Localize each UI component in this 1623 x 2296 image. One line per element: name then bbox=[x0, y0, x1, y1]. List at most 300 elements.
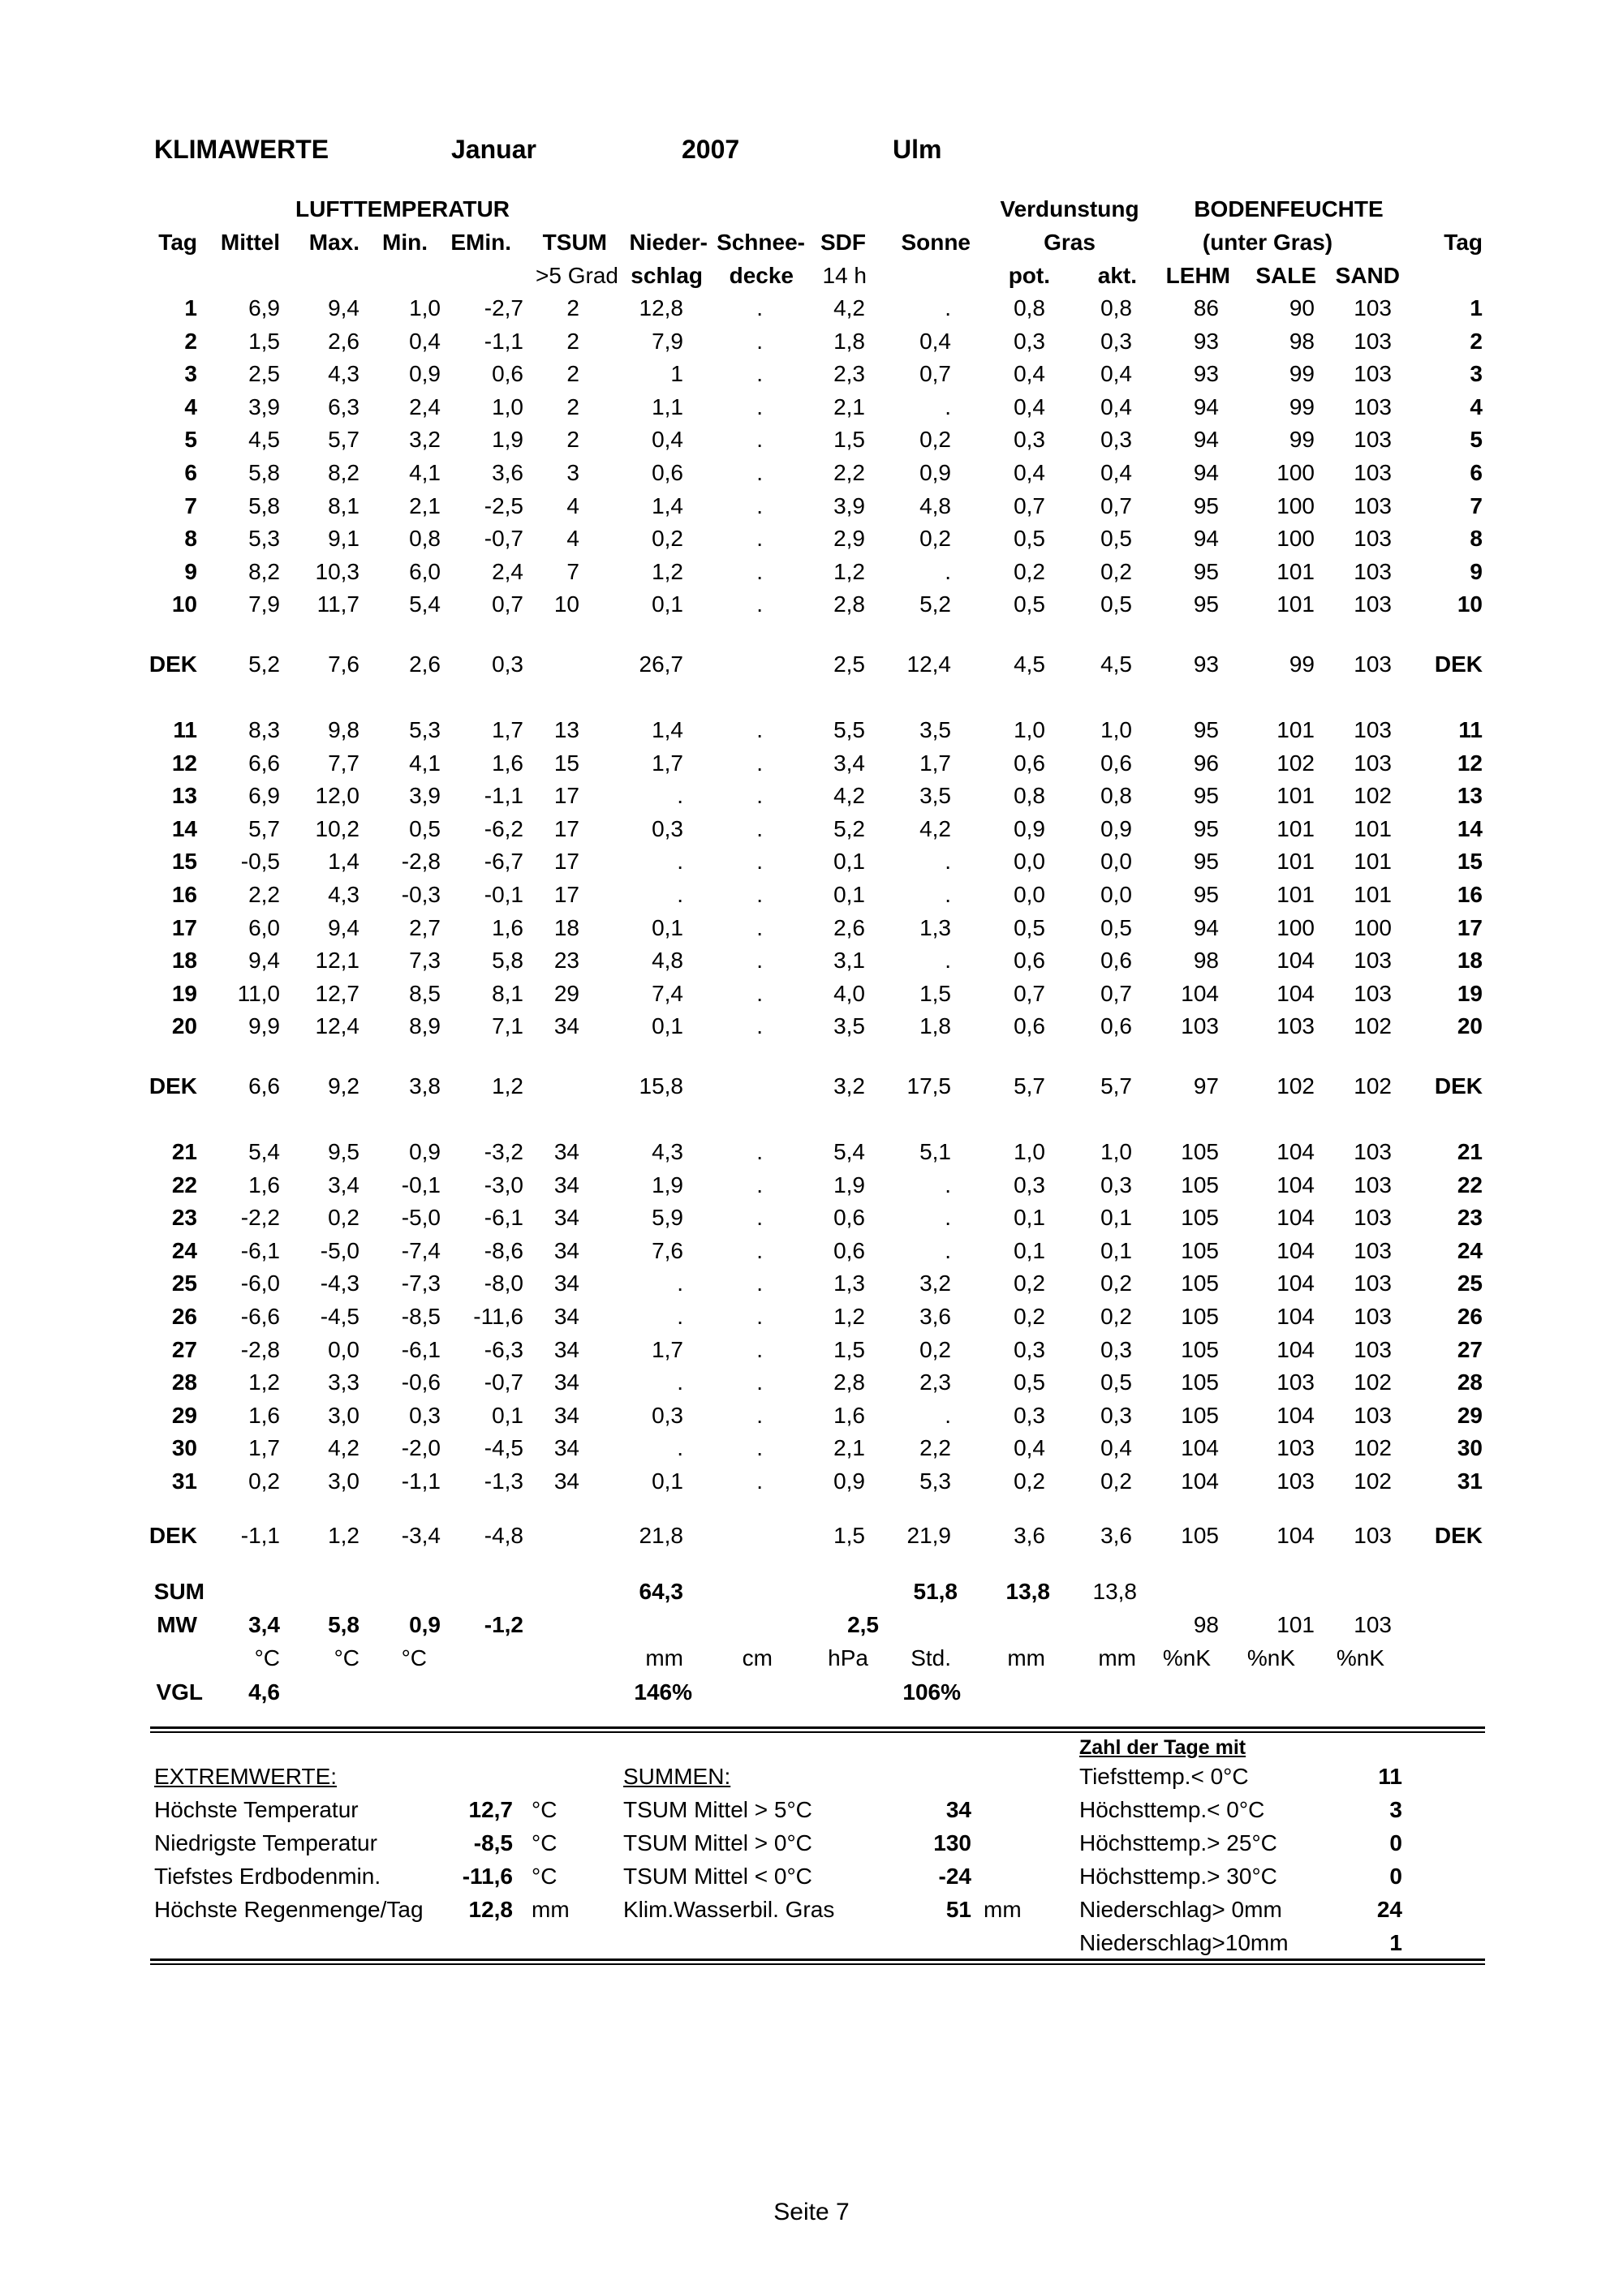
table-cell: 101 bbox=[1276, 849, 1315, 875]
table-cell: -0,3 bbox=[401, 882, 441, 907]
table-cell: 2 bbox=[566, 427, 579, 453]
table-cell: 3,9 bbox=[248, 393, 280, 419]
table-cell: 99 bbox=[1289, 361, 1315, 387]
col-subheader-sand: SAND bbox=[1335, 263, 1400, 288]
table-cell: 34 bbox=[553, 1205, 579, 1231]
decade-cell: 9,2 bbox=[328, 1073, 359, 1099]
table-cell: 103 bbox=[1354, 526, 1392, 552]
decade-cell: DEK bbox=[1434, 651, 1483, 677]
table-cell: 103 bbox=[1354, 717, 1392, 742]
unit-sonne: Std. bbox=[911, 1645, 951, 1670]
days-count-label: Höchsttemp.> 25°C bbox=[1079, 1830, 1277, 1855]
table-cell: -6,1 bbox=[240, 1237, 280, 1263]
unit-pot: mm bbox=[1007, 1645, 1045, 1670]
unit-nieder: mm bbox=[645, 1645, 683, 1670]
table-cell: 104 bbox=[1276, 1336, 1315, 1362]
sum-value: -24 bbox=[938, 1864, 971, 1889]
table-cell: . bbox=[756, 1139, 763, 1164]
table-cell: 4,2 bbox=[833, 295, 865, 320]
decade-cell: DEK bbox=[1434, 1073, 1483, 1099]
table-cell: 4,2 bbox=[919, 815, 951, 841]
decade-cell: 93 bbox=[1193, 651, 1219, 677]
table-cell: 1,5 bbox=[248, 328, 280, 354]
table-cell: 1,4 bbox=[652, 492, 683, 518]
table-cell: 5,2 bbox=[919, 591, 951, 617]
col-subheader-pot: pot. bbox=[1008, 263, 1050, 288]
col-header-sonne: Sonne bbox=[901, 230, 971, 255]
table-cell: 14 bbox=[1457, 815, 1483, 841]
table-cell: 103 bbox=[1354, 1172, 1392, 1197]
table-cell: 103 bbox=[1181, 1013, 1219, 1039]
table-cell: 0,5 bbox=[1014, 1369, 1045, 1395]
table-cell: 17 bbox=[553, 882, 579, 907]
table-cell: 103 bbox=[1354, 591, 1392, 617]
table-cell: -2,8 bbox=[240, 1336, 280, 1362]
table-cell: 3,2 bbox=[409, 427, 441, 453]
unit-mittel: °C bbox=[254, 1645, 280, 1670]
table-cell: -1,1 bbox=[401, 1468, 441, 1494]
table-cell: -7,3 bbox=[401, 1271, 441, 1296]
table-cell: 9,4 bbox=[328, 295, 359, 320]
table-cell: 0,5 bbox=[1014, 526, 1045, 552]
decade-cell: 104 bbox=[1276, 1523, 1315, 1548]
table-cell: 95 bbox=[1193, 558, 1219, 584]
table-cell: 29 bbox=[171, 1402, 197, 1428]
table-cell: 9,9 bbox=[248, 1013, 280, 1039]
table-cell: 7 bbox=[566, 558, 579, 584]
table-cell: 1,6 bbox=[492, 914, 523, 940]
col-header-emin: EMin. bbox=[450, 230, 511, 255]
sum-sonne: 51,8 bbox=[913, 1579, 958, 1604]
decade-cell: DEK bbox=[149, 1073, 197, 1099]
table-cell: 8 bbox=[1470, 526, 1483, 552]
table-cell: 0,2 bbox=[328, 1205, 359, 1231]
unit-lehm: %nK bbox=[1162, 1645, 1211, 1670]
table-cell: 1,2 bbox=[833, 558, 865, 584]
table-cell: 34 bbox=[553, 1271, 579, 1296]
table-cell: . bbox=[756, 492, 763, 518]
table-cell: 105 bbox=[1181, 1237, 1219, 1263]
table-cell: 1,5 bbox=[833, 427, 865, 453]
table-cell: 5,3 bbox=[919, 1468, 951, 1494]
table-cell: 7,3 bbox=[409, 948, 441, 974]
table-cell: 10 bbox=[171, 591, 197, 617]
table-cell: 0,2 bbox=[1100, 1468, 1132, 1494]
table-cell: 0,9 bbox=[919, 460, 951, 485]
table-cell: 1,7 bbox=[919, 750, 951, 776]
table-cell: 15 bbox=[171, 849, 197, 875]
decade-cell: 103 bbox=[1354, 651, 1392, 677]
table-cell: 4,0 bbox=[833, 980, 865, 1006]
col-header-tsum: TSUM bbox=[542, 230, 607, 255]
col-subheader-nieder: schlag bbox=[631, 263, 703, 288]
table-cell: . bbox=[756, 393, 763, 419]
table-cell: 28 bbox=[171, 1369, 197, 1395]
table-cell: . bbox=[756, 558, 763, 584]
table-cell: 2,6 bbox=[328, 328, 359, 354]
table-cell: 34 bbox=[553, 1237, 579, 1263]
table-cell: -2,5 bbox=[484, 492, 523, 518]
decade-cell: 1,5 bbox=[833, 1523, 865, 1548]
table-cell: 105 bbox=[1181, 1271, 1219, 1296]
table-cell: 3,3 bbox=[328, 1369, 359, 1395]
table-cell: 95 bbox=[1193, 591, 1219, 617]
table-cell: 6,0 bbox=[248, 914, 280, 940]
days-count-value: 11 bbox=[1378, 1764, 1402, 1789]
table-cell: 5,2 bbox=[833, 815, 865, 841]
table-cell: 23 bbox=[553, 948, 579, 974]
table-cell: 100 bbox=[1354, 914, 1392, 940]
table-cell: 0,1 bbox=[1014, 1205, 1045, 1231]
table-cell: 104 bbox=[1181, 1435, 1219, 1461]
table-cell: 0,2 bbox=[919, 1336, 951, 1362]
table-cell: -6,1 bbox=[484, 1205, 523, 1231]
table-cell: 104 bbox=[1276, 1172, 1315, 1197]
extreme-value: -11,6 bbox=[462, 1864, 513, 1889]
table-cell: 3,4 bbox=[328, 1172, 359, 1197]
table-cell: 94 bbox=[1193, 393, 1219, 419]
table-cell: 4 bbox=[184, 393, 197, 419]
sum-value: 34 bbox=[945, 1797, 971, 1822]
table-cell: 0,8 bbox=[1014, 783, 1045, 809]
table-cell: 2,1 bbox=[409, 492, 441, 518]
table-cell: 0,3 bbox=[1100, 427, 1132, 453]
table-cell: 104 bbox=[1276, 1271, 1315, 1296]
table-cell: 27 bbox=[171, 1336, 197, 1362]
table-cell: 5,8 bbox=[492, 948, 523, 974]
table-cell: 1,6 bbox=[833, 1402, 865, 1428]
table-cell: 0,0 bbox=[1014, 882, 1045, 907]
table-cell: 102 bbox=[1354, 1013, 1392, 1039]
table-cell: 1,9 bbox=[652, 1172, 683, 1197]
table-cell: 5,3 bbox=[409, 717, 441, 742]
table-cell: 1,6 bbox=[248, 1172, 280, 1197]
decade-cell: 6,6 bbox=[248, 1073, 280, 1099]
table-cell: 3,5 bbox=[833, 1013, 865, 1039]
table-cell: . bbox=[945, 393, 951, 419]
table-cell: 3,5 bbox=[919, 783, 951, 809]
table-cell: 17 bbox=[171, 914, 197, 940]
table-cell: 34 bbox=[553, 1139, 579, 1164]
table-cell: 0,1 bbox=[652, 1468, 683, 1494]
col-header-min: Min. bbox=[382, 230, 428, 255]
table-cell: 0,9 bbox=[1100, 815, 1132, 841]
table-cell: -2,2 bbox=[240, 1205, 280, 1231]
table-cell: . bbox=[945, 882, 951, 907]
table-cell: 0,4 bbox=[1014, 393, 1045, 419]
table-cell: -8,6 bbox=[484, 1237, 523, 1263]
table-cell: 0,2 bbox=[1014, 558, 1045, 584]
table-cell: 31 bbox=[1457, 1468, 1483, 1494]
table-cell: . bbox=[756, 717, 763, 742]
table-cell: 2 bbox=[566, 328, 579, 354]
table-cell: 23 bbox=[1457, 1205, 1483, 1231]
col-subheader-tsum: >5 Grad bbox=[536, 263, 618, 288]
vgl-sonne: 106% bbox=[902, 1679, 961, 1705]
table-cell: 16 bbox=[1457, 882, 1483, 907]
decade-cell: 0,3 bbox=[492, 651, 523, 677]
table-cell: 2 bbox=[566, 295, 579, 320]
table-cell: -1,3 bbox=[484, 1468, 523, 1494]
table-cell: 2 bbox=[184, 328, 197, 354]
table-cell: 103 bbox=[1354, 492, 1392, 518]
table-cell: . bbox=[756, 1205, 763, 1231]
decade-cell: 7,6 bbox=[328, 651, 359, 677]
table-cell: 100 bbox=[1276, 914, 1315, 940]
table-cell: 17 bbox=[553, 783, 579, 809]
table-cell: 12,1 bbox=[315, 948, 359, 974]
table-cell: 1,3 bbox=[919, 914, 951, 940]
table-cell: 30 bbox=[171, 1435, 197, 1461]
table-cell: -2,8 bbox=[401, 849, 441, 875]
table-cell: 18 bbox=[1457, 948, 1483, 974]
table-cell: 0,3 bbox=[1100, 328, 1132, 354]
decade-cell: 102 bbox=[1354, 1073, 1392, 1099]
table-cell: 21 bbox=[171, 1139, 197, 1164]
table-cell: 0,6 bbox=[1014, 1013, 1045, 1039]
decade-cell: 3,6 bbox=[1100, 1523, 1132, 1548]
sum-label: TSUM Mittel > 5°C bbox=[623, 1797, 812, 1822]
mw-lehm: 98 bbox=[1193, 1612, 1219, 1637]
table-cell: 0,0 bbox=[1014, 849, 1045, 875]
table-cell: . bbox=[756, 1369, 763, 1395]
table-cell: 1,2 bbox=[248, 1369, 280, 1395]
table-cell: 2,8 bbox=[833, 591, 865, 617]
table-cell: 13 bbox=[1457, 783, 1483, 809]
report-station: Ulm bbox=[893, 135, 942, 164]
table-cell: 2,1 bbox=[833, 1435, 865, 1461]
table-cell: 101 bbox=[1276, 882, 1315, 907]
table-cell: 0,3 bbox=[1100, 1402, 1132, 1428]
table-cell: 5,3 bbox=[248, 526, 280, 552]
divider-bottom-1 bbox=[150, 1958, 1485, 1961]
table-cell: 12 bbox=[171, 750, 197, 776]
table-cell: 0,2 bbox=[652, 526, 683, 552]
table-cell: 0,4 bbox=[1100, 1435, 1132, 1461]
sum-nieder: 64,3 bbox=[639, 1579, 683, 1604]
table-cell: . bbox=[756, 914, 763, 940]
table-cell: 5,8 bbox=[248, 492, 280, 518]
table-cell: 1,7 bbox=[492, 717, 523, 742]
table-cell: 27 bbox=[1457, 1336, 1483, 1362]
table-cell: 0,8 bbox=[409, 526, 441, 552]
table-cell: . bbox=[945, 1172, 951, 1197]
table-cell: 94 bbox=[1193, 460, 1219, 485]
table-cell: 5,7 bbox=[328, 427, 359, 453]
table-cell: 0,3 bbox=[409, 1402, 441, 1428]
table-cell: 5,1 bbox=[919, 1139, 951, 1164]
decade-cell: 26,7 bbox=[639, 651, 683, 677]
table-cell: 4,8 bbox=[652, 948, 683, 974]
unit-akt: mm bbox=[1098, 1645, 1136, 1670]
table-cell: 4 bbox=[566, 526, 579, 552]
table-cell: -3,2 bbox=[484, 1139, 523, 1164]
table-cell: 0,4 bbox=[1014, 361, 1045, 387]
table-cell: 0,3 bbox=[1014, 1172, 1045, 1197]
table-cell: 102 bbox=[1276, 750, 1315, 776]
table-cell: 0,4 bbox=[1100, 393, 1132, 419]
table-cell: 15 bbox=[553, 750, 579, 776]
table-cell: 0,1 bbox=[833, 849, 865, 875]
table-cell: 2,6 bbox=[833, 914, 865, 940]
table-cell: . bbox=[756, 815, 763, 841]
table-cell: 102 bbox=[1354, 1468, 1392, 1494]
table-cell: 0,9 bbox=[833, 1468, 865, 1494]
group-header-lufttemperatur: LUFTTEMPERATUR bbox=[295, 196, 510, 221]
decade-cell: 17,5 bbox=[906, 1073, 951, 1099]
table-cell: 4,3 bbox=[328, 882, 359, 907]
table-cell: . bbox=[677, 1435, 683, 1461]
mw-mittel: 3,4 bbox=[248, 1612, 280, 1637]
table-cell: 2,2 bbox=[833, 460, 865, 485]
table-cell: 100 bbox=[1276, 492, 1315, 518]
table-cell: 1,3 bbox=[833, 1271, 865, 1296]
table-cell: 15 bbox=[1457, 849, 1483, 875]
group-header-verdunstung: Verdunstung bbox=[1000, 196, 1139, 221]
table-cell: 0,1 bbox=[1100, 1205, 1132, 1231]
table-cell: 5 bbox=[1470, 427, 1483, 453]
col-subheader-sale: SALE bbox=[1255, 263, 1316, 288]
table-cell: 2 bbox=[1470, 328, 1483, 354]
table-cell: 98 bbox=[1289, 328, 1315, 354]
table-cell: 0,8 bbox=[1014, 295, 1045, 320]
table-cell: 30 bbox=[1457, 1435, 1483, 1461]
table-cell: 1,9 bbox=[833, 1172, 865, 1197]
days-count-value: 0 bbox=[1389, 1864, 1402, 1889]
table-cell: 100 bbox=[1276, 460, 1315, 485]
table-cell: . bbox=[677, 1304, 683, 1329]
table-cell: 2 bbox=[566, 393, 579, 419]
col-header-unter-gras: (unter Gras) bbox=[1202, 230, 1333, 255]
extreme-unit: °C bbox=[532, 1864, 558, 1889]
table-cell: 0,3 bbox=[652, 815, 683, 841]
table-cell: -6,2 bbox=[484, 815, 523, 841]
table-cell: 1,0 bbox=[1014, 717, 1045, 742]
table-cell: . bbox=[945, 948, 951, 974]
decade-cell: 2,6 bbox=[409, 651, 441, 677]
table-cell: 0,3 bbox=[1014, 328, 1045, 354]
table-cell: -0,5 bbox=[240, 849, 280, 875]
decade-cell: 4,5 bbox=[1100, 651, 1132, 677]
table-cell: 0,1 bbox=[833, 882, 865, 907]
table-cell: 0,2 bbox=[1014, 1271, 1045, 1296]
table-cell: 9,8 bbox=[328, 717, 359, 742]
table-cell: 105 bbox=[1181, 1402, 1219, 1428]
decade-cell: DEK bbox=[1434, 1523, 1483, 1548]
days-count-heading: Zahl der Tage mit bbox=[1079, 1736, 1246, 1759]
table-cell: 0,0 bbox=[1100, 849, 1132, 875]
table-cell: 3 bbox=[184, 361, 197, 387]
table-cell: 5,9 bbox=[652, 1205, 683, 1231]
table-cell: 0,3 bbox=[1014, 1402, 1045, 1428]
table-cell: . bbox=[756, 948, 763, 974]
table-cell: 34 bbox=[553, 1336, 579, 1362]
table-cell: 0,3 bbox=[1100, 1336, 1132, 1362]
table-cell: 1,9 bbox=[492, 427, 523, 453]
extreme-value: -8,5 bbox=[473, 1830, 513, 1855]
table-cell: 24 bbox=[1457, 1237, 1483, 1263]
table-cell: 0,6 bbox=[833, 1205, 865, 1231]
table-cell: 0,4 bbox=[1014, 460, 1045, 485]
table-cell: . bbox=[756, 980, 763, 1006]
table-cell: 2 bbox=[566, 361, 579, 387]
divider-top-2 bbox=[150, 1731, 1485, 1733]
table-cell: 101 bbox=[1354, 849, 1392, 875]
table-cell: 5,7 bbox=[248, 815, 280, 841]
table-cell: 4,3 bbox=[328, 361, 359, 387]
table-cell: 103 bbox=[1354, 1304, 1392, 1329]
decade-cell: 15,8 bbox=[639, 1073, 683, 1099]
table-cell: . bbox=[756, 750, 763, 776]
table-cell: . bbox=[756, 1237, 763, 1263]
table-cell: 8,1 bbox=[492, 980, 523, 1006]
unit-min: °C bbox=[401, 1645, 427, 1670]
table-cell: 1,0 bbox=[492, 393, 523, 419]
table-cell: 102 bbox=[1354, 1369, 1392, 1395]
table-cell: 94 bbox=[1193, 526, 1219, 552]
table-cell: 95 bbox=[1193, 882, 1219, 907]
table-cell: 0,9 bbox=[1014, 815, 1045, 841]
col-header-tag-right: Tag bbox=[1444, 230, 1483, 255]
table-cell: 95 bbox=[1193, 492, 1219, 518]
table-cell: 12,0 bbox=[315, 783, 359, 809]
table-cell: -2,0 bbox=[401, 1435, 441, 1461]
table-cell: 0,7 bbox=[492, 591, 523, 617]
table-cell: 103 bbox=[1354, 1336, 1392, 1362]
table-cell: 7,6 bbox=[652, 1237, 683, 1263]
table-cell: -4,5 bbox=[320, 1304, 359, 1329]
table-cell: . bbox=[945, 1205, 951, 1231]
table-cell: 12,4 bbox=[315, 1013, 359, 1039]
decade-cell: 102 bbox=[1276, 1073, 1315, 1099]
table-cell: 7 bbox=[1470, 492, 1483, 518]
table-cell: 16 bbox=[171, 882, 197, 907]
table-cell: 34 bbox=[553, 1468, 579, 1494]
table-cell: 34 bbox=[553, 1013, 579, 1039]
divider-top-1 bbox=[150, 1726, 1485, 1729]
table-cell: 10,3 bbox=[315, 558, 359, 584]
table-cell: 0,1 bbox=[652, 591, 683, 617]
group-header-bodenfeuchte: BODENFEUCHTE bbox=[1194, 196, 1384, 221]
table-cell: 6,9 bbox=[248, 783, 280, 809]
table-cell: 8,2 bbox=[248, 558, 280, 584]
table-cell: . bbox=[945, 1237, 951, 1263]
table-cell: 0,6 bbox=[1014, 948, 1045, 974]
table-cell: . bbox=[756, 1435, 763, 1461]
table-cell: -5,0 bbox=[401, 1205, 441, 1231]
table-cell: . bbox=[945, 558, 951, 584]
table-cell: 0,1 bbox=[1100, 1237, 1132, 1263]
table-cell: 0,7 bbox=[919, 361, 951, 387]
table-cell: 1,4 bbox=[652, 717, 683, 742]
table-cell: 95 bbox=[1193, 717, 1219, 742]
table-cell: 26 bbox=[171, 1304, 197, 1329]
table-cell: 2,7 bbox=[409, 914, 441, 940]
extreme-label: Höchste Temperatur bbox=[154, 1797, 359, 1822]
table-cell: . bbox=[677, 882, 683, 907]
table-cell: 2,8 bbox=[833, 1369, 865, 1395]
sums-heading: SUMMEN: bbox=[623, 1764, 731, 1789]
table-cell: 102 bbox=[1354, 783, 1392, 809]
table-cell: 105 bbox=[1181, 1336, 1219, 1362]
days-count-value: 3 bbox=[1389, 1797, 1402, 1822]
table-cell: 19 bbox=[171, 980, 197, 1006]
sum-label: SUM bbox=[153, 1579, 204, 1604]
table-cell: -0,1 bbox=[484, 882, 523, 907]
table-cell: . bbox=[756, 783, 763, 809]
table-cell: 3,5 bbox=[919, 717, 951, 742]
sum-unit: mm bbox=[984, 1897, 1022, 1922]
